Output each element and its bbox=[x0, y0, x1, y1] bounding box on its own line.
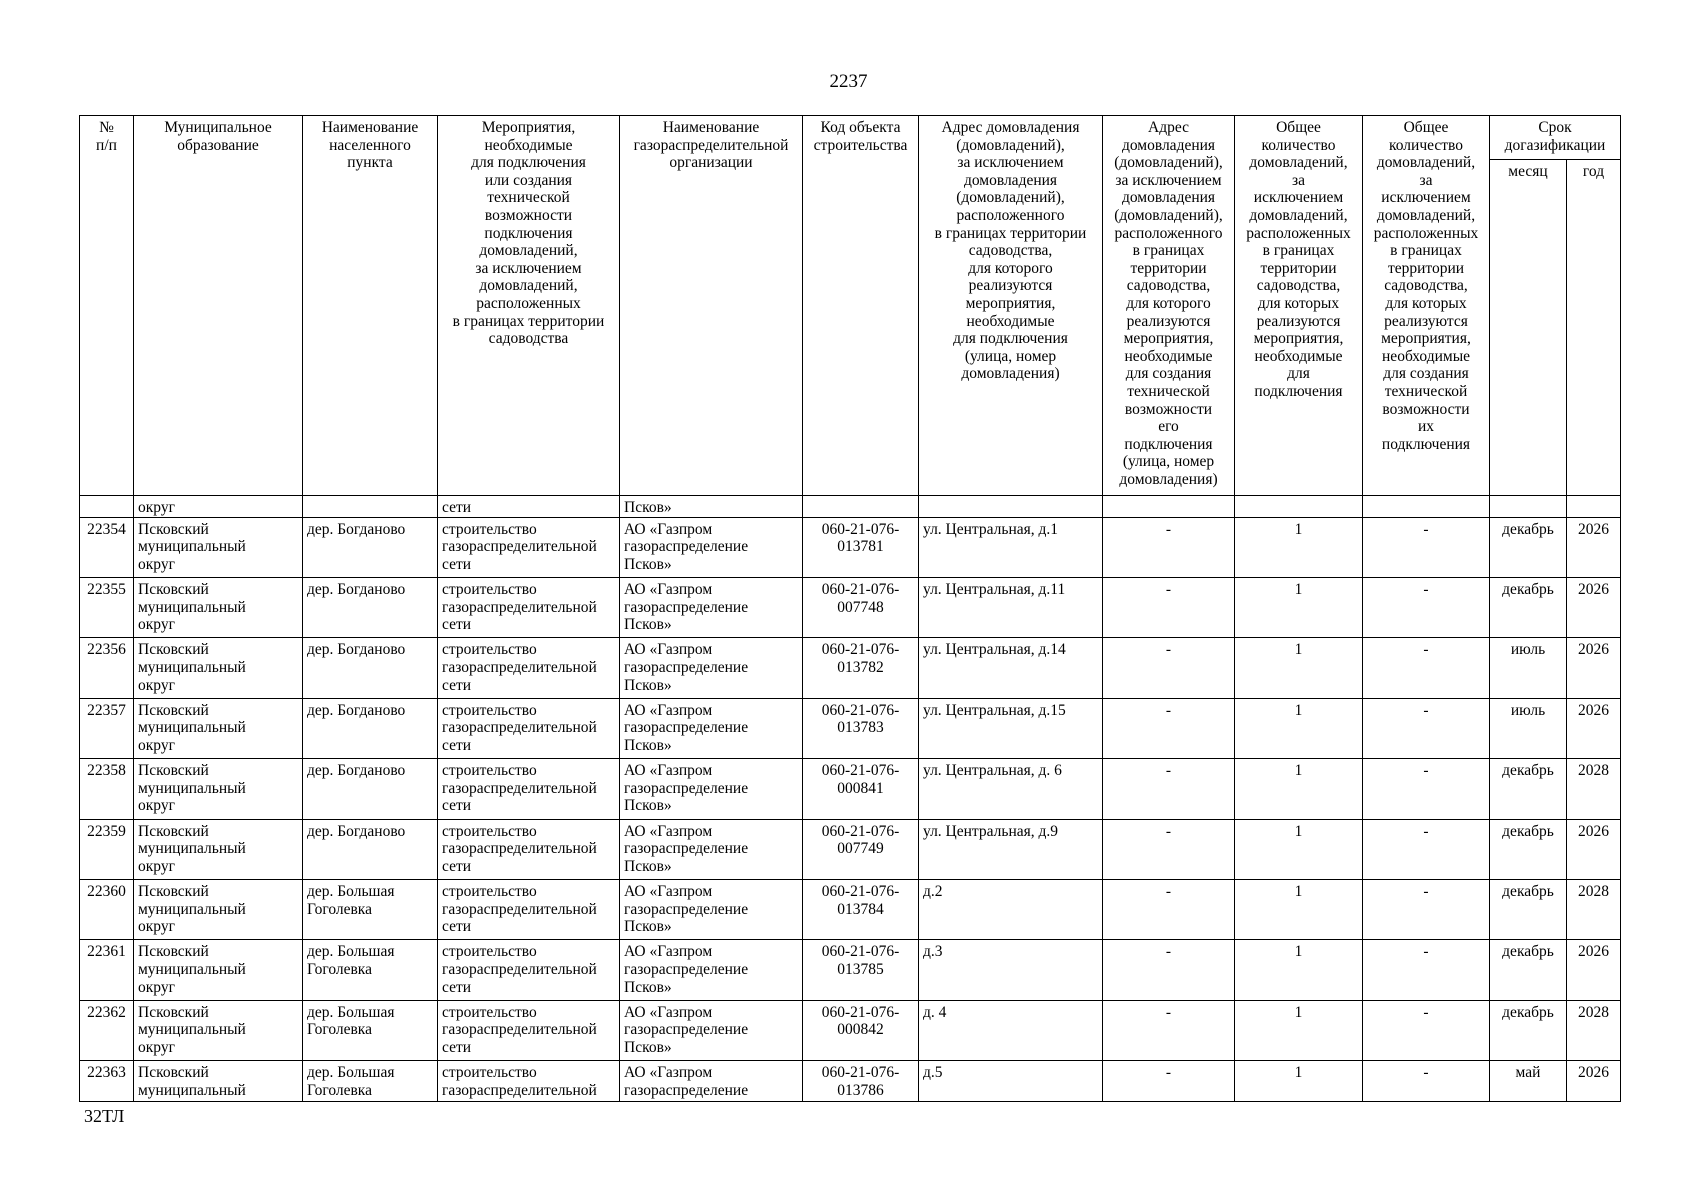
header-count-technical: Общее количество домовладений, за исключением домовладений, расположенных в границах территории садоводства, для которых реализуются мероприятия, необходимые для создания технической возможности их подключения bbox=[1363, 116, 1490, 496]
cell-number: 22359 bbox=[80, 819, 134, 879]
cell-address-technical: - bbox=[1103, 1061, 1235, 1102]
table-row bbox=[80, 940, 1621, 1000]
header-settlement: Наименование населенного пункта bbox=[303, 116, 438, 496]
cell-settlement: дер. Богданово bbox=[303, 698, 438, 758]
cell-deadline-month bbox=[1490, 496, 1567, 518]
cell-deadline-year bbox=[1567, 496, 1621, 518]
cell-count-technical: - bbox=[1363, 1000, 1490, 1060]
cell-object-code bbox=[803, 496, 919, 518]
cell-settlement: дер. Богданово bbox=[303, 577, 438, 637]
cell-address-connection: ул. Центральная, д. 6 bbox=[919, 759, 1103, 819]
cell-deadline-month: декабрь bbox=[1490, 940, 1567, 1000]
header-number: № п/п bbox=[80, 116, 134, 496]
cell-number: 22357 bbox=[80, 698, 134, 758]
header-measures: Мероприятия, необходимые для подключения или создания технической возможности подключения домовладений, за исключением домовладений, расположенных в границах территории садоводства bbox=[438, 116, 620, 496]
cell-deadline-month: июль bbox=[1490, 638, 1567, 698]
cell-count-connection: 1 bbox=[1235, 759, 1363, 819]
cell-count-technical: - bbox=[1363, 940, 1490, 1000]
cell-object-code: 060-21-076- 013783 bbox=[803, 698, 919, 758]
cell-number bbox=[80, 496, 134, 518]
cell-gas-org: АО «Газпром газораспределение Псков» bbox=[620, 759, 803, 819]
cell-object-code: 060-21-076- 007748 bbox=[803, 577, 919, 637]
cell-deadline-year: 2026 bbox=[1567, 517, 1621, 577]
cell-gas-org: АО «Газпром газораспределение bbox=[620, 1061, 803, 1102]
cell-number: 22356 bbox=[80, 638, 134, 698]
cell-address-technical: - bbox=[1103, 819, 1235, 879]
cell-settlement: дер. Большая Гоголевка bbox=[303, 1000, 438, 1060]
gasification-table bbox=[79, 115, 1621, 1102]
cell-measures: строительство газораспределительной сети bbox=[438, 819, 620, 879]
header-address-technical: Адрес домовладения (домовладений), за исключением домовладения (домовладений), расположенного в границах территории садоводства, для которого реализуются мероприятия, необходимые для создания технической возможности его подключения (улица, номер домовладения) bbox=[1103, 116, 1235, 496]
cell-address-connection: ул. Центральная, д.11 bbox=[919, 577, 1103, 637]
cell-settlement: дер. Большая Гоголевка bbox=[303, 940, 438, 1000]
table-row bbox=[80, 1061, 1621, 1102]
header-object-code: Код объекта строительства bbox=[803, 116, 919, 496]
cell-address-connection: д.5 bbox=[919, 1061, 1103, 1102]
header-address-connection: Адрес домовладения (домовладений), за исключением домовладения (домовладений), расположенного в границах территории садоводства, для которого реализуются мероприятия, необходимые для подключения (улица, номер домовладения) bbox=[919, 116, 1103, 496]
cell-settlement: дер. Богданово bbox=[303, 638, 438, 698]
cell-gas-org: Псков» bbox=[620, 496, 803, 518]
table-row bbox=[80, 496, 1621, 518]
table-body bbox=[80, 496, 1621, 1102]
cell-object-code: 060-21-076- 007749 bbox=[803, 819, 919, 879]
cell-address-technical: - bbox=[1103, 759, 1235, 819]
cell-measures: строительство газораспределительной сети bbox=[438, 759, 620, 819]
cell-number: 22358 bbox=[80, 759, 134, 819]
cell-deadline-month: май bbox=[1490, 1061, 1567, 1102]
cell-measures: строительство газораспределительной сети bbox=[438, 940, 620, 1000]
cell-address-connection: д.2 bbox=[919, 879, 1103, 939]
cell-deadline-month: декабрь bbox=[1490, 1000, 1567, 1060]
cell-count-technical: - bbox=[1363, 819, 1490, 879]
cell-municipality: округ bbox=[134, 496, 303, 518]
cell-settlement bbox=[303, 496, 438, 518]
cell-object-code: 060-21-076- 013784 bbox=[803, 879, 919, 939]
cell-deadline-year: 2026 bbox=[1567, 940, 1621, 1000]
cell-count-technical: - bbox=[1363, 759, 1490, 819]
cell-address-connection: д.3 bbox=[919, 940, 1103, 1000]
cell-number: 22355 bbox=[80, 577, 134, 637]
cell-address-connection: ул. Центральная, д.9 bbox=[919, 819, 1103, 879]
cell-measures: строительство газораспределительной сети bbox=[438, 1000, 620, 1060]
cell-address-technical bbox=[1103, 496, 1235, 518]
cell-count-technical: - bbox=[1363, 577, 1490, 637]
cell-gas-org: АО «Газпром газораспределение Псков» bbox=[620, 577, 803, 637]
cell-address-technical: - bbox=[1103, 940, 1235, 1000]
cell-count-connection bbox=[1235, 496, 1363, 518]
cell-count-connection: 1 bbox=[1235, 577, 1363, 637]
page-number: 2237 bbox=[829, 71, 868, 92]
cell-settlement: дер. Большая Гоголевка bbox=[303, 879, 438, 939]
table-header bbox=[80, 116, 1621, 496]
table-row bbox=[80, 638, 1621, 698]
cell-deadline-year: 2028 bbox=[1567, 759, 1621, 819]
cell-number: 22354 bbox=[80, 517, 134, 577]
cell-gas-org: АО «Газпром газораспределение Псков» bbox=[620, 517, 803, 577]
table-row bbox=[80, 577, 1621, 637]
cell-address-connection: ул. Центральная, д.15 bbox=[919, 698, 1103, 758]
cell-gas-org: АО «Газпром газораспределение Псков» bbox=[620, 698, 803, 758]
header-deadline-month: месяц bbox=[1490, 160, 1567, 496]
cell-measures: строительство газораспределительной сети bbox=[438, 879, 620, 939]
table-row bbox=[80, 879, 1621, 939]
footer-code: 32ТЛ bbox=[84, 1106, 125, 1126]
cell-settlement: дер. Богданово bbox=[303, 517, 438, 577]
cell-municipality: Псковский муниципальный округ bbox=[134, 638, 303, 698]
table-row bbox=[80, 819, 1621, 879]
cell-object-code: 060-21-076- 013781 bbox=[803, 517, 919, 577]
cell-number: 22363 bbox=[80, 1061, 134, 1102]
cell-deadline-year: 2026 bbox=[1567, 638, 1621, 698]
cell-count-connection: 1 bbox=[1235, 638, 1363, 698]
cell-gas-org: АО «Газпром газораспределение Псков» bbox=[620, 879, 803, 939]
cell-municipality: Псковский муниципальный bbox=[134, 1061, 303, 1102]
cell-deadline-year: 2026 bbox=[1567, 1061, 1621, 1102]
cell-count-technical: - bbox=[1363, 1061, 1490, 1102]
cell-object-code: 060-21-076- 013785 bbox=[803, 940, 919, 1000]
cell-number: 22362 bbox=[80, 1000, 134, 1060]
cell-count-technical: - bbox=[1363, 879, 1490, 939]
table-row bbox=[80, 759, 1621, 819]
cell-settlement: дер. Богданово bbox=[303, 819, 438, 879]
header-gas-org: Наименование газораспределительной организации bbox=[620, 116, 803, 496]
cell-measures: строительство газораспределительной bbox=[438, 1061, 620, 1102]
cell-object-code: 060-21-076- 000841 bbox=[803, 759, 919, 819]
cell-address-connection: ул. Центральная, д.14 bbox=[919, 638, 1103, 698]
cell-deadline-year: 2028 bbox=[1567, 1000, 1621, 1060]
cell-object-code: 060-21-076- 013786 bbox=[803, 1061, 919, 1102]
header-deadline-year: год bbox=[1567, 160, 1621, 496]
cell-measures: сети bbox=[438, 496, 620, 518]
cell-deadline-month: декабрь bbox=[1490, 819, 1567, 879]
cell-object-code: 060-21-076- 013782 bbox=[803, 638, 919, 698]
cell-deadline-year: 2026 bbox=[1567, 698, 1621, 758]
cell-count-technical: - bbox=[1363, 698, 1490, 758]
cell-count-connection: 1 bbox=[1235, 940, 1363, 1000]
cell-municipality: Псковский муниципальный округ bbox=[134, 1000, 303, 1060]
cell-deadline-month: декабрь bbox=[1490, 759, 1567, 819]
cell-count-connection: 1 bbox=[1235, 819, 1363, 879]
cell-deadline-month: декабрь bbox=[1490, 577, 1567, 637]
cell-deadline-year: 2026 bbox=[1567, 577, 1621, 637]
cell-gas-org: АО «Газпром газораспределение Псков» bbox=[620, 1000, 803, 1060]
cell-municipality: Псковский муниципальный округ bbox=[134, 940, 303, 1000]
cell-number: 22360 bbox=[80, 879, 134, 939]
cell-deadline-year: 2026 bbox=[1567, 819, 1621, 879]
cell-gas-org: АО «Газпром газораспределение Псков» bbox=[620, 819, 803, 879]
cell-deadline-month: июль bbox=[1490, 698, 1567, 758]
cell-municipality: Псковский муниципальный округ bbox=[134, 698, 303, 758]
cell-deadline-year: 2028 bbox=[1567, 879, 1621, 939]
cell-address-technical: - bbox=[1103, 1000, 1235, 1060]
table-header-row bbox=[80, 116, 1621, 160]
header-deadline: Срок догазификации bbox=[1490, 116, 1621, 160]
cell-measures: строительство газораспределительной сети bbox=[438, 698, 620, 758]
table-row bbox=[80, 698, 1621, 758]
cell-measures: строительство газораспределительной сети bbox=[438, 517, 620, 577]
cell-gas-org: АО «Газпром газораспределение Псков» bbox=[620, 638, 803, 698]
cell-gas-org: АО «Газпром газораспределение Псков» bbox=[620, 940, 803, 1000]
table-row bbox=[80, 517, 1621, 577]
cell-address-connection: ул. Центральная, д.1 bbox=[919, 517, 1103, 577]
cell-address-connection bbox=[919, 496, 1103, 518]
cell-settlement: дер. Богданово bbox=[303, 759, 438, 819]
cell-address-connection: д. 4 bbox=[919, 1000, 1103, 1060]
cell-count-connection: 1 bbox=[1235, 1000, 1363, 1060]
cell-count-technical: - bbox=[1363, 517, 1490, 577]
cell-measures: строительство газораспределительной сети bbox=[438, 638, 620, 698]
table-row bbox=[80, 1000, 1621, 1060]
cell-deadline-month: декабрь bbox=[1490, 879, 1567, 939]
cell-municipality: Псковский муниципальный округ bbox=[134, 879, 303, 939]
cell-address-technical: - bbox=[1103, 638, 1235, 698]
cell-address-technical: - bbox=[1103, 517, 1235, 577]
cell-settlement: дер. Большая Гоголевка bbox=[303, 1061, 438, 1102]
header-count-connection: Общее количество домовладений, за исключением домовладений, расположенных в границах территории садоводства, для которых реализуются мероприятия, необходимые для подключения bbox=[1235, 116, 1363, 496]
cell-deadline-month: декабрь bbox=[1490, 517, 1567, 577]
cell-count-technical: - bbox=[1363, 638, 1490, 698]
cell-address-technical: - bbox=[1103, 879, 1235, 939]
cell-count-connection: 1 bbox=[1235, 879, 1363, 939]
cell-count-connection: 1 bbox=[1235, 1061, 1363, 1102]
cell-count-technical bbox=[1363, 496, 1490, 518]
cell-count-connection: 1 bbox=[1235, 698, 1363, 758]
cell-measures: строительство газораспределительной сети bbox=[438, 577, 620, 637]
cell-object-code: 060-21-076- 000842 bbox=[803, 1000, 919, 1060]
cell-address-technical: - bbox=[1103, 577, 1235, 637]
cell-address-technical: - bbox=[1103, 698, 1235, 758]
cell-municipality: Псковский муниципальный округ bbox=[134, 577, 303, 637]
cell-municipality: Псковский муниципальный округ bbox=[134, 517, 303, 577]
cell-count-connection: 1 bbox=[1235, 517, 1363, 577]
header-municipality: Муниципальное образование bbox=[134, 116, 303, 496]
cell-municipality: Псковский муниципальный округ bbox=[134, 819, 303, 879]
cell-municipality: Псковский муниципальный округ bbox=[134, 759, 303, 819]
cell-number: 22361 bbox=[80, 940, 134, 1000]
